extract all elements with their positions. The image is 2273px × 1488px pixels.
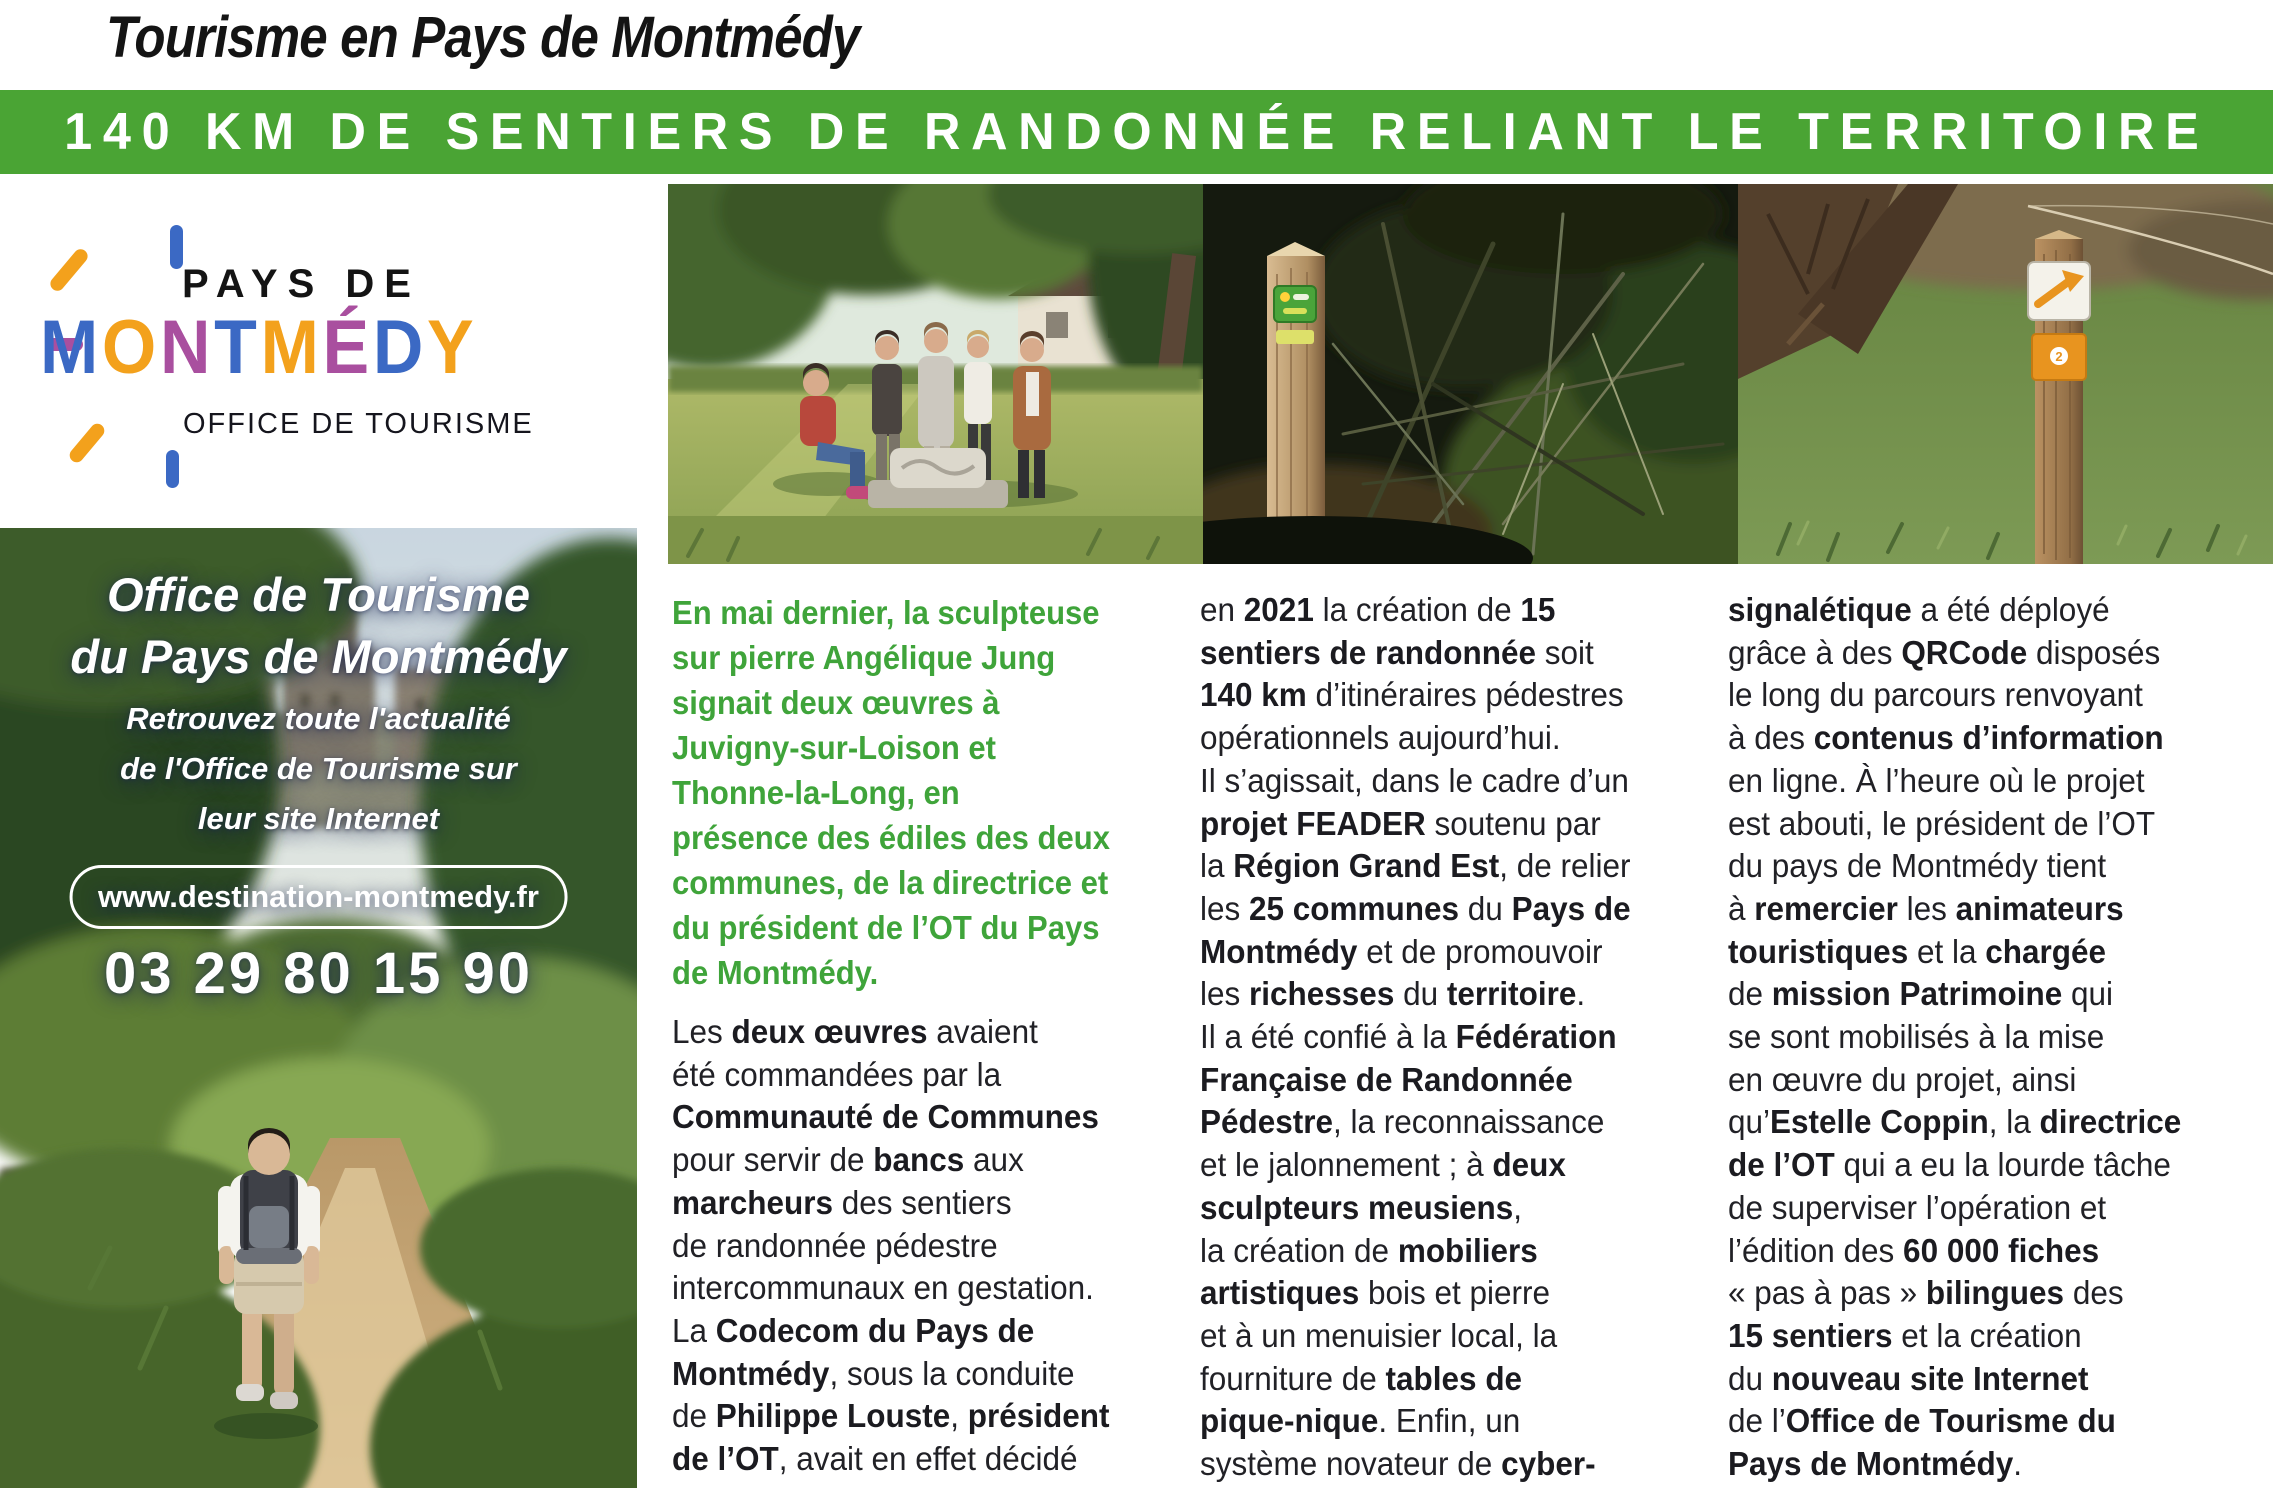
text-line: les richesses du territoire. [1200,976,1586,1014]
text-line: marcheurs des sentiers [672,1184,1012,1222]
logo-line-pays-de: PAYS DE [182,262,421,306]
text-line: Française de Randonnée [1200,1061,1573,1099]
text-line: du président de l’OT du Pays [672,909,1100,946]
text-line: qu’Estelle Coppin, la directrice [1728,1104,2182,1142]
text-line: communes, de la directrice et [672,864,1109,901]
text-line: de Montmédy. [672,954,879,991]
logo-letter: D [372,305,428,390]
text-line: à remercier les animateurs [1728,890,2124,928]
meadow-photo-illustration [1738,184,2273,564]
text-line: sur pierre Angélique Jung [672,639,1056,676]
text-line: artistiques bois et pierre [1200,1275,1551,1313]
text-line: Retrouvez toute l'actualité [126,701,511,736]
text-line: Il s’agissait, dans le cadre d’un [1200,762,1629,800]
signpost [2028,230,2090,564]
text-line: Montmédy et de promouvoir [1200,933,1603,971]
text-line: Office de Tourisme [106,568,531,621]
text-line: les 25 communes du Pays de [1200,890,1631,928]
text-line: à des contenus d’information [1728,720,2164,758]
logo-subtitle: OFFICE DE TOURISME [183,408,534,440]
text-line: Pédestre, la reconnaissance [1200,1104,1605,1142]
logo-letter: T [214,305,261,390]
text-line: le long du parcours renvoyant [1728,677,2143,715]
text-line: en œuvre du projet, ainsi [1728,1061,2077,1099]
text-line: leur site Internet [197,801,440,836]
text-line: la création de mobiliers [1200,1232,1538,1270]
text-line: de l’OT qui a eu la lourde tâche [1728,1147,2171,1185]
text-line: grâce à des QRCode disposés [1728,634,2161,672]
text-line: sentiers de randonnée soit [1200,634,1594,672]
text-line: sculpteurs meusiens, [1200,1189,1523,1227]
headline-banner [0,90,2273,174]
text-line: se sont mobilisés à la mise [1728,1019,2105,1057]
text-line: et le jalonnement ; à deux [1200,1147,1566,1185]
article-column-2 [1200,590,1631,1487]
sidebar-subtext [0,694,637,844]
text-line: opérationnels aujourd’hui. [1200,720,1561,758]
text-line: de l'Office de Tourisme sur [120,751,517,786]
text-line: de mission Patrimoine qui [1728,976,2114,1014]
text-line: Montmédy, sous la conduite [672,1355,1075,1393]
text-line: touristiques et la chargée [1728,933,2107,971]
text-line: est abouti, le président de l’OT [1728,805,2156,843]
decorative-dash-icon [48,246,91,293]
phone-number: 03 29 80 15 90 [103,941,534,1006]
decorative-dash-icon [166,450,179,488]
page-title: Tourisme en Pays de Montmédy [106,5,860,70]
text-line: présence des édiles des deux [672,819,1110,856]
text-line: Pays de Montmédy. [1728,1446,2022,1484]
text-line: pour servir de bancs aux [672,1142,1024,1180]
logo-letter: M [40,305,102,390]
logo-letter: O [101,305,161,390]
text-line: fourniture de tables de [1200,1360,1523,1398]
wooden-post [1267,242,1325,564]
svg-text:2: 2 [2055,349,2063,364]
logo-letter: M [260,305,323,390]
text-line: en ligne. À l’heure où le projet [1728,762,2145,800]
text-line: été commandées par la [672,1056,1002,1094]
text-line: signait deux œuvres à [672,684,1000,721]
photo-trail-post-meadow [1738,184,2273,564]
text-line: La Codecom du Pays de [672,1312,1035,1350]
text-line: 140 km d’itinéraires pédestres [1200,677,1624,715]
text-line: Il a été confié à la Fédération [1200,1019,1617,1057]
logo-wordmark-montmedy [40,304,477,391]
website-button[interactable]: www.destination-montmedy.fr [69,865,568,929]
text-line: l’édition des 60 000 fiches [1728,1232,2100,1270]
sidebar-heading [0,564,637,688]
sculpture-photo-illustration [668,184,1203,564]
text-line: du pays de Montmédy tient [1728,848,2107,886]
logo-letter: N [160,305,215,390]
photo-sculpture-inauguration [668,184,1203,564]
text-line: de l’Office de Tourisme du [1728,1403,2116,1441]
text-line: Communauté de Communes [672,1099,1099,1137]
decorative-dash-icon [67,421,107,465]
photo-trail-post-woodland [1203,184,1738,564]
woodland-photo-illustration [1203,184,1738,564]
article-column-1 [672,1012,1109,1482]
text-line: Thonne-la-Long, en [672,774,960,811]
text-line: Les deux œuvres avaient [672,1014,1038,1051]
text-line: de randonnée pédestre [672,1227,998,1265]
text-line: et à un menuisier local, la [1200,1317,1558,1355]
text-line: « pas à pas » bilingues des [1728,1275,2124,1313]
logo-letter: Y [427,305,478,390]
text-line: projet FEADER soutenu par [1200,805,1601,843]
text-line: Juvigny-sur-Loison et [672,729,997,766]
sidebar-promo-photo [0,528,637,1488]
text-line: la Région Grand Est, de relier [1200,848,1631,886]
text-line: de Philippe Louste, président [672,1398,1110,1436]
text-line: système novateur de cyber- [1200,1446,1596,1484]
headline-banner-text: 140 KM DE SENTIERS DE RANDONNÉE RELIANT LE TERRITOIRE [63,103,2210,161]
logo-letter: É [322,305,373,390]
text-line: pique-nique. Enfin, un [1200,1403,1521,1441]
text-line: En mai dernier, la sculpteuse [672,594,1100,631]
text-line: en 2021 la création de 15 [1200,592,1556,629]
text-line: de superviser l’opération et [1728,1189,2107,1227]
text-line: intercommunaux en gestation. [672,1270,1094,1308]
text-line: 15 sentiers et la création [1728,1317,2082,1355]
text-line: du nouveau site Internet [1728,1360,2089,1398]
tourism-office-logo [0,174,660,528]
text-line: du Pays de Montmédy [70,630,567,683]
text-line: signalétique a été déployé [1728,592,2110,629]
article-intro-column [672,590,1110,995]
text-line: de l’OT, avait en effet décidé [672,1441,1078,1479]
article-column-3 [1728,590,2181,1487]
